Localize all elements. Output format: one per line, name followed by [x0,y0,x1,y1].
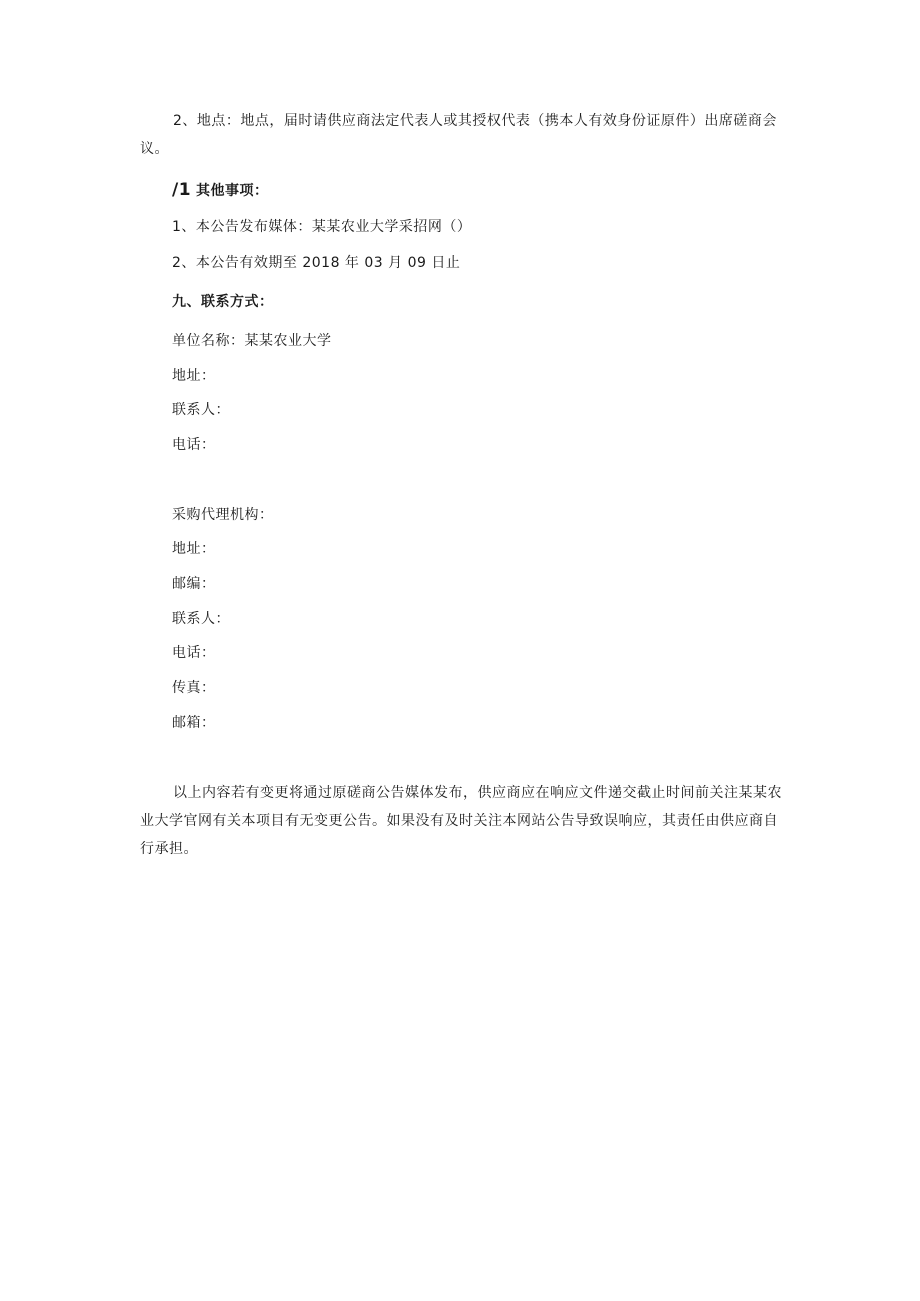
other-matters-heading [172,180,269,201]
agency-title: 采购代理机构： [172,507,274,523]
location-paragraph: 2、地点：地点，届时请供应商法定代表人或其授权代表（携本人有效身份证原件）出席磋商会议。 [140,113,777,157]
other-matters-item-1: 1、本公告发布媒体：某某农业大学采招网（） [172,219,472,235]
other-matters-item-2: 2、本公告有效期至 2018 年 03 月 09 日止 [172,255,461,271]
contact-address: 地址： [172,368,216,384]
other-matters-number: /1 [172,180,192,200]
agency-phone: 电话： [172,645,216,661]
agency-email: 邮箱： [172,715,216,731]
agency-postcode: 邮编： [172,576,216,592]
closing-paragraph: 以上内容若有变更将通过原磋商公告媒体发布，供应商应在响应文件递交截止时间前关注某某农业大学官网有关本项目有无变更公告。如果没有及时关注本网站公告导致误响应，其责任由供应商自行承担。 [140,785,782,857]
contact-unit-name: 单位名称：某某农业大学 [172,333,332,349]
agency-address: 地址： [172,541,216,557]
contact-person: 联系人： [172,402,230,418]
agency-fax: 传真： [172,680,216,696]
contact-phone: 电话： [172,437,216,453]
contact-heading: 九、联系方式： [172,294,274,310]
other-matters-title: 其他事项： [196,183,269,199]
agency-person: 联系人： [172,611,230,627]
